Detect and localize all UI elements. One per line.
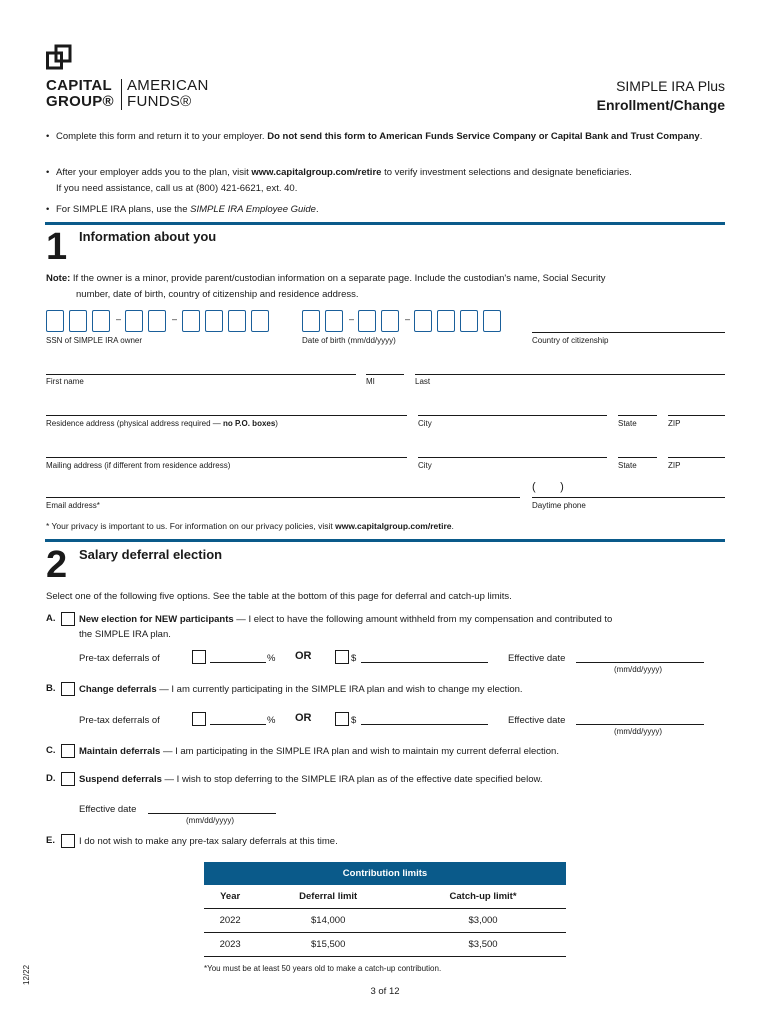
state-field[interactable] <box>618 415 657 416</box>
section-2-intro: Select one of the following five options. See the table at the bottom of this page for deferral and catch-up limits. <box>46 591 512 602</box>
country-label: Country of citizenship <box>532 336 609 345</box>
mailing-state-field[interactable] <box>618 457 657 458</box>
form-title: SIMPLE IRA Plus <box>616 78 725 94</box>
city-field[interactable] <box>418 415 607 416</box>
option-b-checkbox[interactable] <box>61 682 75 696</box>
email-label: Email address* <box>46 501 100 510</box>
city-label: City <box>418 419 432 428</box>
mailing-address-label: Mailing address (if different from residence address) <box>46 461 231 470</box>
ssn-label: SSN of SIMPLE IRA owner <box>46 336 143 345</box>
privacy-note: * Your privacy is important to us. For information on our privacy policies, visit www.capitalgroup.com/retire. <box>46 521 454 531</box>
option-b-effective-field[interactable] <box>576 724 704 725</box>
option-a-dollar-sign: $ <box>351 653 357 664</box>
option-b-dollar-checkbox[interactable] <box>335 712 349 726</box>
option-b-dollar-field[interactable] <box>361 724 488 725</box>
daytime-phone-field[interactable] <box>532 497 725 498</box>
last-name-field[interactable] <box>415 374 725 375</box>
country-field[interactable] <box>532 332 725 333</box>
option-d-letter: D. <box>46 773 56 784</box>
email-field[interactable] <box>46 497 520 498</box>
option-a-text: New election for NEW participants — I elect to have the following amount withheld from my compensation and contributed to the SIMPLE IRA plan. <box>79 614 613 640</box>
option-b-pretax-label: Pre-tax deferrals of <box>79 715 160 726</box>
section-2-title: Salary deferral election <box>79 547 223 562</box>
option-b-or: OR <box>295 712 312 724</box>
mi-field[interactable] <box>366 374 404 375</box>
option-b-dollar-sign: $ <box>351 715 357 726</box>
option-d-date-format: (mm/dd/yyyy) <box>186 816 234 825</box>
form-subtitle: Enrollment/Change <box>596 97 725 113</box>
mailing-city-field[interactable] <box>418 457 607 458</box>
option-b-pct-checkbox[interactable] <box>192 712 206 726</box>
option-a-pct-checkbox[interactable] <box>192 650 206 664</box>
table-header: Deferral limit <box>256 885 400 909</box>
option-a-letter: A. <box>46 613 56 624</box>
contribution-limits-table <box>204 862 566 957</box>
option-b-text: Change deferrals — I am currently participating in the SIMPLE IRA plan and wish to change my election. <box>79 684 523 695</box>
section-2-number: 2 <box>46 544 68 586</box>
instruction-bullet-2: • After your employer adds you to the plan, visit www.capitalgroup.com/retire to verify investment selections and designate beneficiaries. If you need assistance, call us at (800) 421-6621, ext. 40. <box>46 167 632 194</box>
table-header: Year <box>204 885 256 909</box>
mailing-address-field[interactable] <box>46 457 407 458</box>
mailing-city-label: City <box>418 461 432 470</box>
instruction-bullet-3: • For SIMPLE IRA plans, use the SIMPLE IRA Employee Guide. <box>46 204 319 215</box>
option-e-letter: E. <box>46 835 55 846</box>
logo-american-funds: AMERICAN FUNDS® <box>127 77 209 110</box>
option-b-pct-sign: % <box>267 715 276 726</box>
option-a-or: OR <box>295 650 312 662</box>
option-b-effective-label: Effective date <box>508 715 566 726</box>
option-a-date-format: (mm/dd/yyyy) <box>614 665 662 674</box>
catch-up-footnote: *You must be at least 50 years old to make a catch-up contribution. <box>204 964 442 973</box>
first-name-label: First name <box>46 377 84 386</box>
mailing-zip-field[interactable] <box>668 457 725 458</box>
option-b-letter: B. <box>46 683 56 694</box>
option-a-effective-label: Effective date <box>508 653 566 664</box>
option-a-pct-field[interactable] <box>210 662 266 663</box>
capital-group-logo-icon <box>46 44 72 72</box>
section-2-bar <box>45 539 725 542</box>
option-d-checkbox[interactable] <box>61 772 75 786</box>
option-d-text: Suspend deferrals — I wish to stop deferring to the SIMPLE IRA plan as of the effective date specified below. <box>79 774 543 785</box>
instruction-bullet-1: • Complete this form and return it to your employer. Do not send this form to American Funds Service Company or Capital Bank and Trust Company. <box>46 131 703 142</box>
option-e-checkbox[interactable] <box>61 834 75 848</box>
mi-label: MI <box>366 377 375 386</box>
table-row: 2022 $14,000 $3,000 <box>204 909 566 933</box>
option-b-date-format: (mm/dd/yyyy) <box>614 727 662 736</box>
residence-address-field[interactable] <box>46 415 407 416</box>
logo-divider <box>121 79 122 110</box>
section-1-note: Note: If the owner is a minor, provide parent/custodian information on a separate page. Include the custodian's name, Social Security number, date of birth, country of citizenship and residence address. <box>46 273 606 300</box>
first-name-field[interactable] <box>46 374 356 375</box>
form-version: 12/22 <box>22 964 31 985</box>
table-header: Catch-up limit* <box>400 885 566 909</box>
section-1-title: Information about you <box>79 229 217 244</box>
option-a-pct-sign: % <box>267 653 276 664</box>
zip-field[interactable] <box>668 415 725 416</box>
option-d-effective-label: Effective date <box>79 804 137 815</box>
option-c-text: Maintain deferrals — I am participating in the SIMPLE IRA plan and wish to maintain my current deferral election. <box>79 746 559 757</box>
option-d-effective-field[interactable] <box>148 813 276 814</box>
option-c-checkbox[interactable] <box>61 744 75 758</box>
last-name-label: Last <box>415 377 431 386</box>
zip-label: ZIP <box>668 419 681 428</box>
section-1-bar <box>45 222 725 225</box>
table-row: 2023 $15,500 $3,500 <box>204 933 566 957</box>
residence-address-label: Residence address (physical address required — no P.O. boxes) <box>46 419 278 428</box>
state-label: State <box>618 419 637 428</box>
mailing-state-label: State <box>618 461 637 470</box>
logo-capital-group: CAPITAL GROUP® <box>46 77 114 110</box>
option-e-text: I do not wish to make any pre-tax salary deferrals at this time. <box>79 836 338 847</box>
phone-area-code: ( ) <box>532 481 564 493</box>
section-1-number: 1 <box>46 226 68 268</box>
option-a-pretax-label: Pre-tax deferrals of <box>79 653 160 664</box>
mailing-zip-label: ZIP <box>668 461 681 470</box>
option-b-pct-field[interactable] <box>210 724 266 725</box>
option-a-dollar-field[interactable] <box>361 662 488 663</box>
daytime-phone-label: Daytime phone <box>532 501 586 510</box>
option-a-effective-field[interactable] <box>576 662 704 663</box>
option-c-letter: C. <box>46 745 56 756</box>
dob-label: Date of birth (mm/dd/yyyy) <box>302 336 396 345</box>
option-a-checkbox[interactable] <box>61 612 75 626</box>
page-number: 3 of 12 <box>370 986 400 997</box>
contribution-limits-title: Contribution limits <box>204 862 566 885</box>
option-a-dollar-checkbox[interactable] <box>335 650 349 664</box>
